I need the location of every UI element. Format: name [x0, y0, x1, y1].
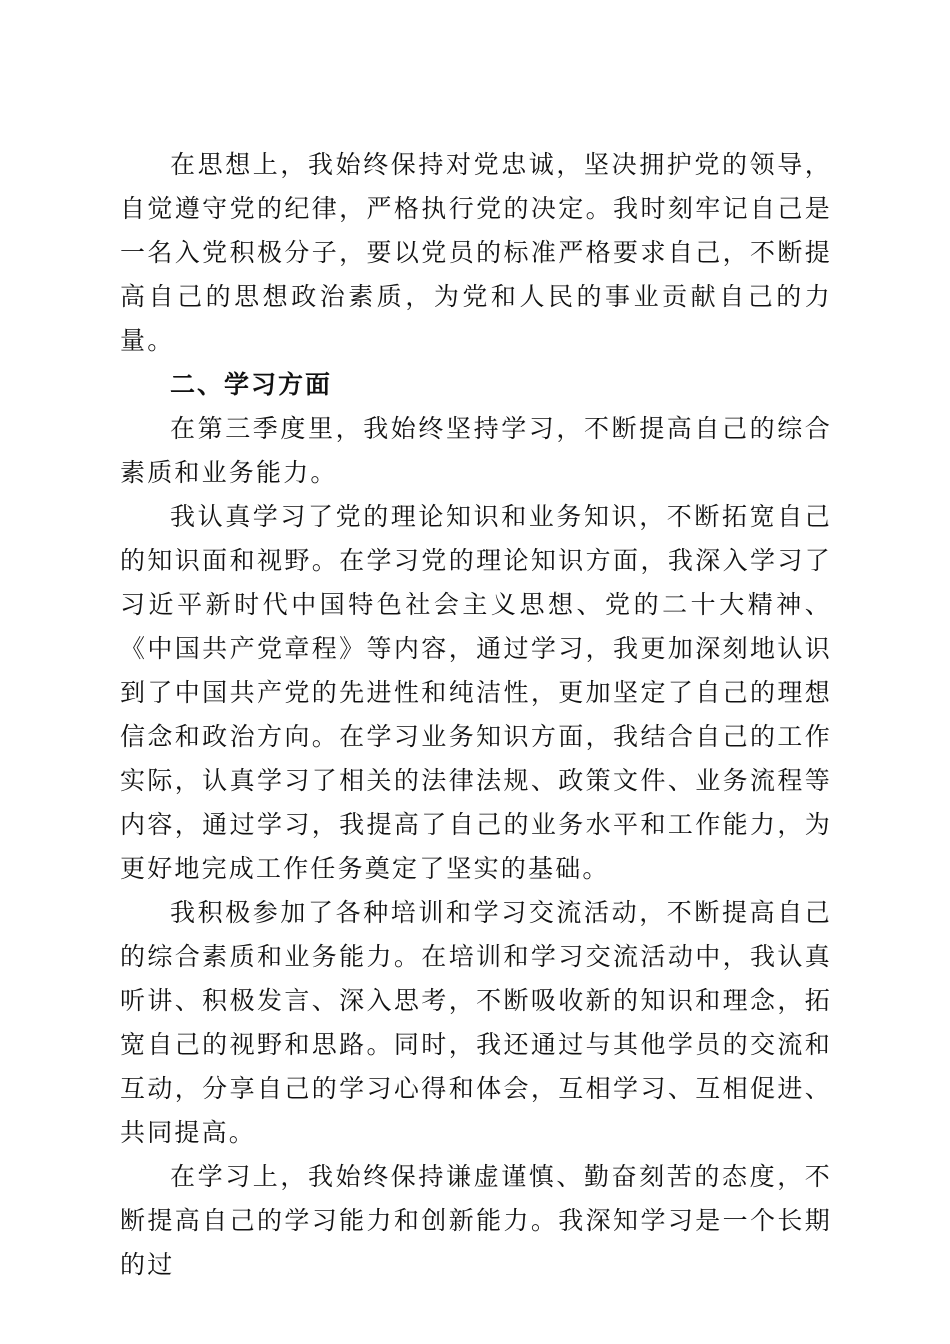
paragraph-thought: 在思想上，我始终保持对党忠诚，坚决拥护党的领导，自觉遵守党的纪律，严格执行党的决定。我时刻牢记自己是一名入党积极分子，要以党员的标准严格要求自己，不断提高自己的思想政治素质，为党和人民的事业贡献自己的力量。 — [120, 150, 832, 355]
paragraph-training: 我积极参加了各种培训和学习交流活动，不断提高自己的综合素质和业务能力。在培训和学习交流活动中，我认真听讲、积极发言、深入思考，不断吸收新的知识和理念，拓宽自己的视野和思路。同时，我还通过与其他学员的交流和互动，分享自己的学习心得和体会，互相学习、互相促进、共同提高。 — [120, 898, 832, 1147]
section-heading-study: 二、学习方面 — [170, 370, 333, 399]
paragraph-theory-study: 我认真学习了党的理论知识和业务知识，不断拓宽自己的知识面和视野。在学习党的理论知识方面，我深入学习了习近平新时代中国特色社会主义思想、党的二十大精神、《中国共产党章程》等内容，通过学习，我更加深刻地认识到了中国共产党的先进性和纯洁性，更加坚定了自己的理想信念和政治方向。在学习业务知识方面，我结合自己的工作实际，认真学习了相关的法律法规、政策文件、业务流程等内容，通过学习，我提高了自己的业务水平和工作能力，为更好地完成工作任务奠定了坚实的基础。 — [120, 502, 832, 883]
paragraph-study-intro: 在第三季度里，我始终坚持学习，不断提高自己的综合素质和业务能力。 — [120, 414, 832, 487]
paragraph-study-attitude: 在学习上，我始终保持谦虚谨慎、勤奋刻苦的态度，不断提高自己的学习能力和创新能力。我深知学习是一个长期的过 — [120, 1162, 832, 1279]
document-page — [120, 143, 832, 1287]
